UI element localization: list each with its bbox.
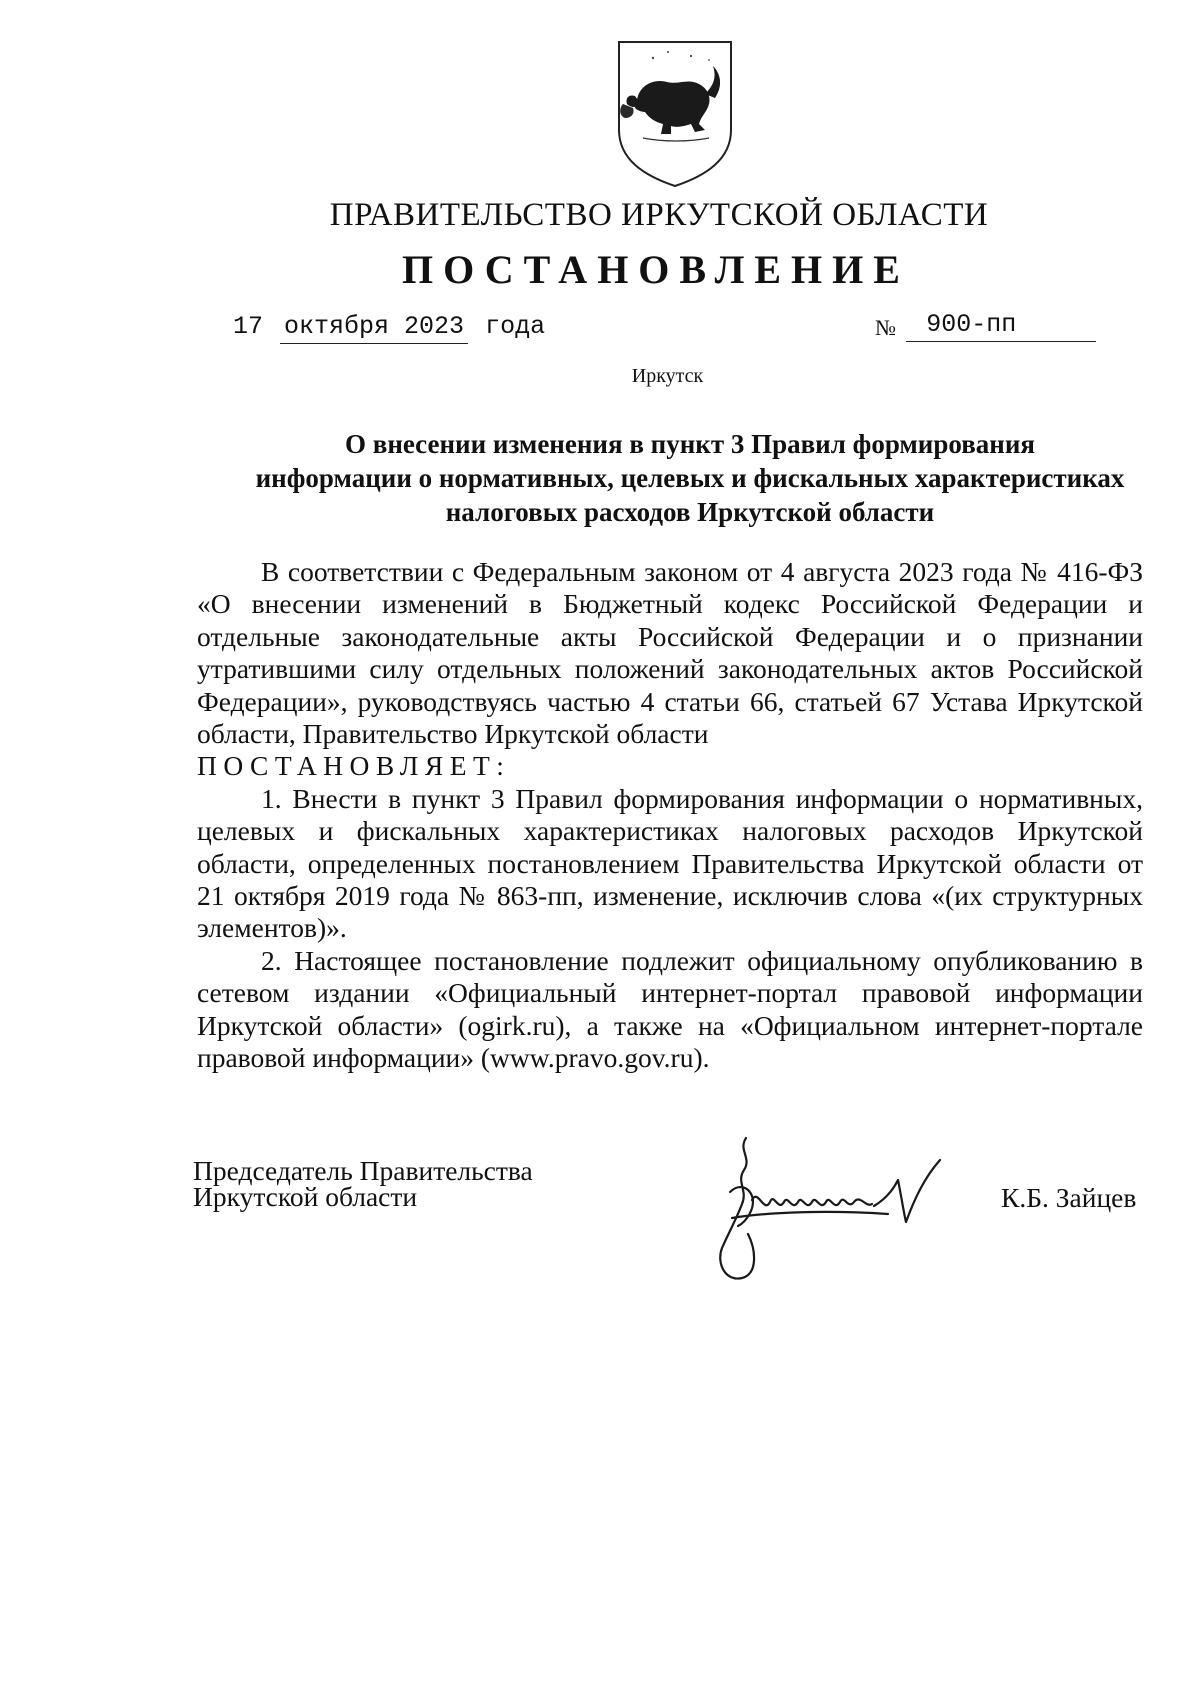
date-month-year: октября 2023 (280, 312, 468, 344)
signer-name: К.Б. Зайцев (1001, 1182, 1137, 1213)
signer-position-line-1: Председатель Правительства (193, 1155, 533, 1186)
document-heading (190, 427, 1190, 529)
document-date (233, 312, 545, 344)
heading-line-2: информации о нормативных, целевых и фискальных характеристиках (255, 463, 1125, 493)
date-suffix: года (485, 312, 546, 341)
document-number (875, 310, 1096, 342)
signer-position (193, 1155, 533, 1212)
item-2-paragraph: 2. Настоящее постановление подлежит официальному опубликованию в сетевом издании «Официальный интернет-портал правовой информации Иркутской области» (ogirk.ru), а также на «Официальном интернет-портале правовой информации» (www.pravo.gov.ru). (197, 944, 1143, 1074)
signer-position-line-2: Иркутской области (193, 1181, 418, 1212)
handwritten-signature-icon (708, 1130, 978, 1300)
document-type: ПОСТАНОВЛЕНИЕ (402, 247, 910, 292)
irkutsk-coat-of-arms-icon (613, 38, 737, 188)
heading-line-1: О внесении изменения в пункт 3 Правил формирования (344, 429, 1036, 459)
resolves-keyword: ПОСТАНОВЛЯЕТ: (197, 750, 511, 782)
number-sign: № (875, 315, 896, 340)
number-value: 900-пп (906, 310, 1096, 342)
government-title: ПРАВИТЕЛЬСТВО ИРКУТСКОЙ ОБЛАСТИ (329, 197, 989, 233)
heading-line-3: налоговых расходов Иркутской области (445, 497, 935, 527)
city: Иркутск (631, 365, 704, 387)
preamble-paragraph: В соответствии с Федеральным законом от 4 августа 2023 года № 416-ФЗ «О внесении изменений в Бюджетный кодекс Российской Федерации и отдельные законодательные акты Российской Федерации и о признании утратившими силу отдельных положений законодательных актов Российской Федерации», руководствуясь частью 4 статьи 66, статьей 67 Устава Иркутской области, Правительство Иркутской области (197, 556, 1143, 750)
item-1-paragraph: 1. Внести в пункт 3 Правил формирования информации о нормативных, целевых и фискальных характеристиках налоговых расходов Иркутской области, определенных постановлением Правительства Иркутской области от 21 октября 2019 года № 863-пп, изменение, исключив слова «(их структурных элементов)». (197, 782, 1143, 944)
date-day: 17 (233, 312, 264, 341)
document-body (197, 556, 1143, 1075)
